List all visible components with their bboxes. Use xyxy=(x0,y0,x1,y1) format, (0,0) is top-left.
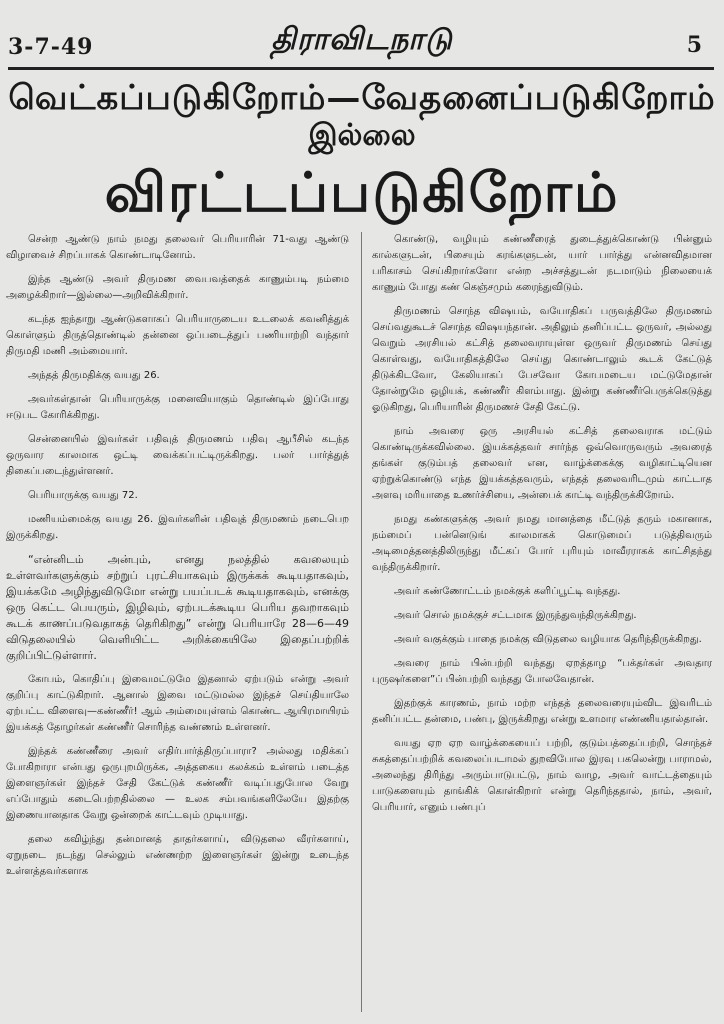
paragraph: பெரியாருக்கு வயது 72. xyxy=(28,490,138,501)
paragraph: இதற்குக் காரணம், நாம் மற்ற எந்தத் தலைவரையும்விட இவரிடம் தனிப்பட்ட தன்மை, பண்பு, இருக்கிறது என்று உளமார எண்ணியதால்தான். xyxy=(372,698,712,725)
paragraph: சென்னையில் இவர்கள் பதிவுத் திருமணம் பதிவு ஆபீசில் கடந்த ஒருவார காலமாக ஒட்டி வைக்கப்பட்டிருக்கிறது. பலர் பார்த்துத் திகைப்படைந்துள்ளனர். xyxy=(6,434,349,477)
article-right-column xyxy=(372,232,712,824)
paragraph: அவர்கள்தான் பெரியாருக்கு மனைவியாகும் தொண்டில் இப்போது ஈடுபட கோரிக்கிறது. xyxy=(6,394,349,421)
paragraph: அந்தத் திருமதிக்கு வயது 26. xyxy=(28,370,160,381)
quoted-paragraph: “என்னிடம் அன்பும், எனது நலத்தில் கவலையும் உள்ளவர்களுக்கும் சற்றுப் புரட்சியாகவும் இருக்கக் கூடியதாகவும், இயக்கமே அழிந்துவிடுமோ என்று பயப்படக் கூடியதாகவும், எனக்கு ஒரு கெட்ட பெயரும், இழிவும், ஏற்படக்கூடிய பெரிய தவறாகவும் கூடக் காணப்படுவதாகத் தெரிகிறது” என்று பெரியாரே 28—6—49 விடுதலையில் வெளியிட்ட அறிக்கையிலே இதைப்பற்றிக் குறிப்பிட்டுள்ளார். xyxy=(6,553,349,662)
headline-line-2: இல்லை xyxy=(308,118,416,153)
page-number: 5 xyxy=(686,32,702,58)
paragraph: மணியம்மைக்கு வயது 26. இவர்களின் பதிவுத் திருமணம் நடைபெற இருக்கிறது. xyxy=(6,514,349,541)
paragraph: தலை கவிழ்ந்து தன்மானத் தாதர்களாய், விடுதலை வீரர்களாய், ஏறுநடை நடந்து செல்லும் எண்ணற்ற இளைஞர்கள் இன்று உடைந்த உள்ளத்தவர்களாக xyxy=(6,834,349,877)
paragraph: அவர் சொல் நமக்குச் சட்டமாக இருந்துவந்திருக்கிறது. xyxy=(394,610,637,621)
paragraph: கடந்த ஐந்தாறு ஆண்டுகளாகப் பெரியாருடைய உடலைக் கவனித்துக் கொள்ளும் திருத்தொண்டில் தன்னை ஒப்படைத்துப் பணியாற்றி வந்தார் திருமதி மணி அம்மையார். xyxy=(6,314,349,357)
masthead xyxy=(0,18,724,64)
issue-date: 3-7-49 xyxy=(8,34,94,60)
column-divider xyxy=(361,232,362,1012)
paragraph: கோபம், கொதிப்பு இவைமட்டுமே இதனால் ஏற்படும் என்று அவர் குறிப்பு காட்டுகிறார். ஆனால் இவை மட்டுமல்ல இந்தச் செய்தியாலே ஏற்பட்ட விளைவு—கண்ணீர்! ஆம் அம்மையுள்ளம் கொண்ட ஆயிரமாயிரம் இயக்கத் தோழர்கள் கண்ணீர் சொரிந்த வண்ணம் உள்ளனர். xyxy=(6,674,349,733)
paragraph: அவர் கண்ணோட்டம் நமக்குக் களிப்பூட்டி வந்தது. xyxy=(394,586,621,597)
paragraph: சென்ற ஆண்டு நாம் நமது தலைவர் பெரியாரின் 71-வது ஆண்டு விழாவைச் சிறப்பாகக் கொண்டாடினோம். xyxy=(6,234,349,261)
paragraph: நமது கண்களுக்கு அவர் நமது மானத்தை மீட்டுத் தரும் மகானாக, நம்மைப் பன்னெடுங் காலமாகக் கொடுமைப் படுத்திவரும் அடிமைத்தனத்திலிருந்து மீட்கப் போர் புரியும் மாவீரராகக் காட்சிதந்து வந்திருக்கிறார். xyxy=(372,514,712,573)
paragraph: கொண்டு, வழியும் கண்ணீரைத் துடைத்துக்கொண்டு பின்னும் கால்களுடன், பிசையும் கரங்களுடன், யார் பார்த்து என்னவிதமான பரிகாசம் செய்கிறார்களோ என்ற அச்சத்துடன் நடமாடும் நிலையைக் காணும் போது கண் கெஞ்சமும் கரைந்துவிடும். xyxy=(372,234,712,293)
paragraph: அவரை நாம் பின்பற்றி வந்தது ஏறத்தாழ “பக்தர்கள் அவதார புருஷர்களை”ப் பின்பற்றி வந்தது போலவேதான். xyxy=(372,658,712,685)
newspaper-title: திராவிடநாடு xyxy=(271,22,453,57)
article-left-column xyxy=(6,232,349,888)
paragraph: இந்தக் கண்ணீரை அவர் எதிர்பார்த்திருப்பாரா? அல்லது மதிக்கப் போகிறாரா என்பது ஒருபுறமிருக்க, அத்தகைய கலக்கம் உள்ளம் படைத்த இளைஞர்கள் இந்தச் சேதி கேட்டுக் கண்ணீர் வடிப்பதுபோல வேறு எப்போதும் கடைபெற்றதில்லை — உலக சம்பவங்களிலேயே இதற்கு இணையானதாக வேறு ஒன்றைக் காட்டவும் முடியாது. xyxy=(6,746,349,821)
headline-line-3: விரட்டப்படுகிறோம் xyxy=(104,160,620,224)
paragraph: வயது ஏற ஏற வாழ்க்கையைப் பற்றி, குடும்பத்தைப்பற்றி, சொந்தச் சுகத்தைப்பற்றிக் கவலைப்படாமல் துறவிபோல இரவு பகலென்று பாராமல், அலைந்து திரிந்து அரும்பாடுபட்டு, நாம் வாழ, அவர் வாட்டத்தையும் பாடுகளையும் தாங்கிக் கொள்கிறார் என்று தெரிந்ததால், நாம், அவர், பெரியார், எனும் பண்புப் xyxy=(372,738,712,813)
paragraph: அவர் வகுக்கும் பாதை நமக்கு விடுதலை வழியாக தெரிந்திருக்கிறது. xyxy=(394,634,702,645)
paragraph: திருமணம் சொந்த விஷயம், வயோதிகப் பருவத்திலே திருமணம் செய்வதுகூடச் சொந்த விஷயந்தான். அதிலும் தனிப்பட்ட ஒருவர், அல்லது வெறும் அரசியல் கட்சித் தலைவராயுள்ள ஒருவர் திருமணம் செய்து கொள்வது, வயோதிகத்திலே செய்து கொண்டாலும் கூடக் கேட்டுத் திடுக்கிடவோ, கேலியாகப் பேசவோ கோபமடைய மட்டுமேதான் தோன்றுமே ஒழியக், கண்ணீர் கிளம்பாது. இன்று கண்ணீர்பெருக்கெடுத்து ஓடுகிறது, பெரியாரின் திருமணச் சேதி கேட்டு. xyxy=(372,306,712,413)
paragraph: நாம் அவரை ஒரு அரசியல் கட்சித் தலைவராக மட்டும் கொண்டிருக்கவில்லை. இயக்கத்தவர் சார்ந்த ஒவ்வொருவரும் அவரைத் தங்கள் குடும்பத் தலைவர் என, வாழ்க்கைக்கு வழிகாட்டியென ஏற்றுக்கொண்டு எந்த இயக்கத்தவரும், எந்தத் தலைவரிடமும் காட்டாத அளவு மரியாதை உணர்ச்சியை, அன்பைக் காட்டி வந்திருக்கிறோம். xyxy=(372,426,712,501)
paragraph: இந்த ஆண்டு அவர் திருமண வைபவத்தைக் காணும்படி நம்மை அழைக்கிறார்—இல்லை—அறிவிக்கிறார். xyxy=(6,274,349,301)
headline-line-1: வெட்கப்படுகிறோம்—வேதனைப்படுகிறோம் xyxy=(8,78,716,118)
header-rule xyxy=(8,67,714,70)
